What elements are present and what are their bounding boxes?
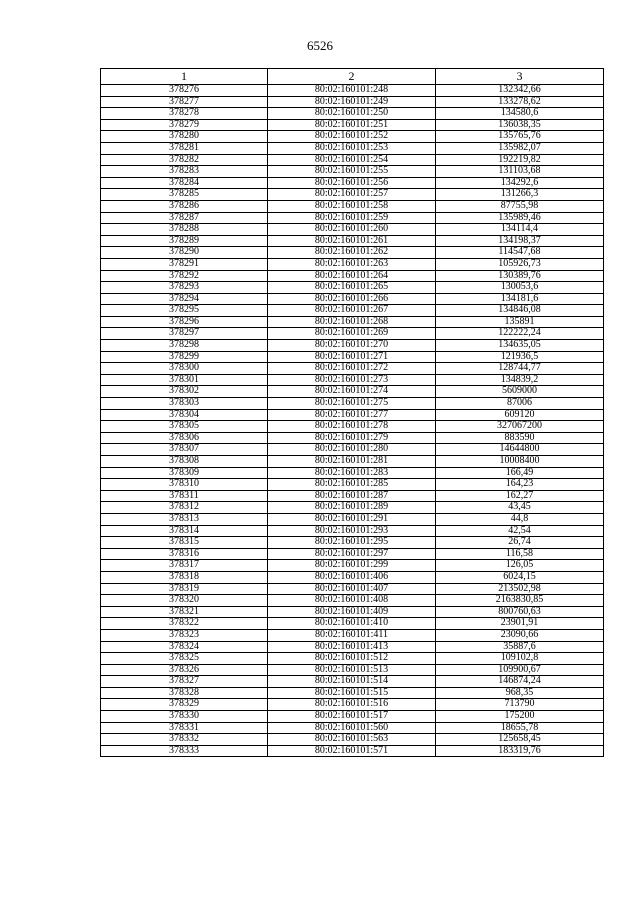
table-cell-col3: 132342,66 xyxy=(436,85,604,97)
table-body xyxy=(101,85,604,757)
table-cell-col3: 109900,67 xyxy=(436,664,604,676)
table-cell-col1: 378286 xyxy=(101,200,268,212)
table-cell-col2: 80:02:160101:255 xyxy=(268,166,436,178)
table-cell-col3: 883590 xyxy=(436,432,604,444)
table-cell-col3: 135989,46 xyxy=(436,212,604,224)
table-cell-col2: 80:02:160101:293 xyxy=(268,525,436,537)
table-row xyxy=(101,166,604,178)
table-cell-col1: 378288 xyxy=(101,224,268,236)
table-row xyxy=(101,699,604,711)
table-row xyxy=(101,398,604,410)
table-cell-col2: 80:02:160101:297 xyxy=(268,548,436,560)
table-row xyxy=(101,177,604,189)
table-row xyxy=(101,676,604,688)
table-cell-col3: 134580,6 xyxy=(436,108,604,120)
table-cell-col2: 80:02:160101:261 xyxy=(268,235,436,247)
table-cell-col2: 80:02:160101:513 xyxy=(268,664,436,676)
table-cell-col3: 213502,98 xyxy=(436,583,604,595)
table-row xyxy=(101,711,604,723)
table-cell-col1: 378323 xyxy=(101,629,268,641)
table-row xyxy=(101,664,604,676)
table-row xyxy=(101,467,604,479)
table-cell-col2: 80:02:160101:269 xyxy=(268,328,436,340)
table-row xyxy=(101,85,604,97)
table-row xyxy=(101,583,604,595)
table-cell-col3: 133278,62 xyxy=(436,96,604,108)
table-cell-col3: 105926,73 xyxy=(436,258,604,270)
table-cell-col3: 135891 xyxy=(436,316,604,328)
table-cell-col1: 378279 xyxy=(101,119,268,131)
table-row xyxy=(101,537,604,549)
table-cell-col3: 87006 xyxy=(436,398,604,410)
table-cell-col1: 378327 xyxy=(101,676,268,688)
table-cell-col1: 378306 xyxy=(101,432,268,444)
table-cell-col3: 2163830,85 xyxy=(436,595,604,607)
table-cell-col2: 80:02:160101:273 xyxy=(268,374,436,386)
table-cell-col1: 378287 xyxy=(101,212,268,224)
table-row xyxy=(101,363,604,375)
table-cell-col3: 42,54 xyxy=(436,525,604,537)
table-row xyxy=(101,745,604,757)
table-row xyxy=(101,432,604,444)
table-row xyxy=(101,235,604,247)
table-cell-col1: 378314 xyxy=(101,525,268,537)
table-cell-col2: 80:02:160101:295 xyxy=(268,537,436,549)
table-cell-col2: 80:02:160101:260 xyxy=(268,224,436,236)
table-cell-col1: 378295 xyxy=(101,305,268,317)
table-row xyxy=(101,525,604,537)
table-cell-col1: 378280 xyxy=(101,131,268,143)
table-cell-col2: 80:02:160101:411 xyxy=(268,629,436,641)
table-cell-col1: 378298 xyxy=(101,340,268,352)
table-cell-col3: 121936,5 xyxy=(436,351,604,363)
table-row xyxy=(101,351,604,363)
table-cell-col3: 6024,15 xyxy=(436,571,604,583)
table-cell-col3: 134292,6 xyxy=(436,177,604,189)
table-row xyxy=(101,571,604,583)
table-cell-col3: 609120 xyxy=(436,409,604,421)
column-header-1: 1 xyxy=(101,69,268,85)
table-cell-col1: 378285 xyxy=(101,189,268,201)
table-cell-col1: 378293 xyxy=(101,282,268,294)
table-cell-col2: 80:02:160101:274 xyxy=(268,386,436,398)
table-cell-col2: 80:02:160101:407 xyxy=(268,583,436,595)
table-row xyxy=(101,618,604,630)
table-cell-col1: 378301 xyxy=(101,374,268,386)
table-cell-col2: 80:02:160101:409 xyxy=(268,606,436,618)
table-cell-col3: 128744,77 xyxy=(436,363,604,375)
table-row xyxy=(101,595,604,607)
table-row xyxy=(101,96,604,108)
table-cell-col1: 378277 xyxy=(101,96,268,108)
table-cell-col1: 378321 xyxy=(101,606,268,618)
table-cell-col3: 146874,24 xyxy=(436,676,604,688)
table-cell-col3: 134114,4 xyxy=(436,224,604,236)
table-cell-col2: 80:02:160101:287 xyxy=(268,490,436,502)
table-cell-col1: 378291 xyxy=(101,258,268,270)
table-row xyxy=(101,154,604,166)
table-row xyxy=(101,189,604,201)
table-cell-col2: 80:02:160101:262 xyxy=(268,247,436,259)
table-cell-col2: 80:02:160101:278 xyxy=(268,421,436,433)
table-cell-col3: 23090,66 xyxy=(436,629,604,641)
table-cell-col2: 80:02:160101:248 xyxy=(268,85,436,97)
table-cell-col3: 175200 xyxy=(436,711,604,723)
table-row xyxy=(101,513,604,525)
table-cell-col1: 378315 xyxy=(101,537,268,549)
table-row xyxy=(101,502,604,514)
table-cell-col2: 80:02:160101:277 xyxy=(268,409,436,421)
table-row xyxy=(101,444,604,456)
table-cell-col1: 378282 xyxy=(101,154,268,166)
table-cell-col2: 80:02:160101:253 xyxy=(268,142,436,154)
table-cell-col1: 378332 xyxy=(101,734,268,746)
table-row xyxy=(101,131,604,143)
table-cell-col3: 26,74 xyxy=(436,537,604,549)
table-row xyxy=(101,258,604,270)
table-cell-col1: 378312 xyxy=(101,502,268,514)
table-row xyxy=(101,293,604,305)
table-cell-col1: 378303 xyxy=(101,398,268,410)
table-cell-col2: 80:02:160101:285 xyxy=(268,479,436,491)
table-cell-col3: 134846,08 xyxy=(436,305,604,317)
table-cell-col2: 80:02:160101:249 xyxy=(268,96,436,108)
table-cell-col3: 135982,07 xyxy=(436,142,604,154)
table-row xyxy=(101,247,604,259)
table-row xyxy=(101,687,604,699)
table-row xyxy=(101,270,604,282)
table-cell-col3: 135765,76 xyxy=(436,131,604,143)
table-cell-col3: 800760,63 xyxy=(436,606,604,618)
table-cell-col1: 378329 xyxy=(101,699,268,711)
table-cell-col2: 80:02:160101:406 xyxy=(268,571,436,583)
table-cell-col1: 378296 xyxy=(101,316,268,328)
table-cell-col2: 80:02:160101:571 xyxy=(268,745,436,757)
table-cell-col2: 80:02:160101:259 xyxy=(268,212,436,224)
table-cell-col2: 80:02:160101:264 xyxy=(268,270,436,282)
table-row xyxy=(101,456,604,468)
data-table xyxy=(100,68,604,757)
table-row xyxy=(101,606,604,618)
table-cell-col3: 14644800 xyxy=(436,444,604,456)
table-cell-col3: 10008400 xyxy=(436,456,604,468)
table-cell-col3: 713790 xyxy=(436,699,604,711)
table-cell-col3: 23901,91 xyxy=(436,618,604,630)
table-cell-col2: 80:02:160101:408 xyxy=(268,595,436,607)
table-cell-col3: 134635,05 xyxy=(436,340,604,352)
table-cell-col1: 378333 xyxy=(101,745,268,757)
table-cell-col1: 378328 xyxy=(101,687,268,699)
table-cell-col1: 378281 xyxy=(101,142,268,154)
table-cell-col3: 130053,6 xyxy=(436,282,604,294)
table-cell-col1: 378289 xyxy=(101,235,268,247)
table-row xyxy=(101,409,604,421)
table-cell-col1: 378322 xyxy=(101,618,268,630)
table-cell-col3: 166,49 xyxy=(436,467,604,479)
table-row xyxy=(101,479,604,491)
table-row xyxy=(101,734,604,746)
table-row xyxy=(101,374,604,386)
table-cell-col1: 378316 xyxy=(101,548,268,560)
table-cell-col3: 131103,68 xyxy=(436,166,604,178)
table-cell-col2: 80:02:160101:563 xyxy=(268,734,436,746)
table-cell-col2: 80:02:160101:515 xyxy=(268,687,436,699)
table-cell-col2: 80:02:160101:266 xyxy=(268,293,436,305)
table-cell-col1: 378276 xyxy=(101,85,268,97)
table-cell-col3: 327067200 xyxy=(436,421,604,433)
table-cell-col1: 378320 xyxy=(101,595,268,607)
column-header-2: 2 xyxy=(268,69,436,85)
table-cell-col2: 80:02:160101:271 xyxy=(268,351,436,363)
table-cell-col3: 136038,35 xyxy=(436,119,604,131)
table-cell-col3: 134198,37 xyxy=(436,235,604,247)
table-cell-col2: 80:02:160101:289 xyxy=(268,502,436,514)
table-cell-col1: 378294 xyxy=(101,293,268,305)
table-row xyxy=(101,200,604,212)
table-cell-col1: 378302 xyxy=(101,386,268,398)
table-cell-col2: 80:02:160101:267 xyxy=(268,305,436,317)
table-cell-col1: 378330 xyxy=(101,711,268,723)
table-row xyxy=(101,316,604,328)
table-row xyxy=(101,386,604,398)
table-cell-col1: 378307 xyxy=(101,444,268,456)
table-cell-col2: 80:02:160101:512 xyxy=(268,653,436,665)
table-cell-col3: 18655,78 xyxy=(436,722,604,734)
table-cell-col1: 378310 xyxy=(101,479,268,491)
table-cell-col1: 378319 xyxy=(101,583,268,595)
table-cell-col3: 5609000 xyxy=(436,386,604,398)
table-row xyxy=(101,119,604,131)
table-cell-col3: 192219,82 xyxy=(436,154,604,166)
table-cell-col3: 126,05 xyxy=(436,560,604,572)
table-cell-col3: 116,58 xyxy=(436,548,604,560)
table-cell-col2: 80:02:160101:410 xyxy=(268,618,436,630)
table-cell-col1: 378292 xyxy=(101,270,268,282)
table-cell-col2: 80:02:160101:413 xyxy=(268,641,436,653)
table-cell-col2: 80:02:160101:299 xyxy=(268,560,436,572)
table-cell-col2: 80:02:160101:251 xyxy=(268,119,436,131)
table-cell-col2: 80:02:160101:258 xyxy=(268,200,436,212)
table-cell-col1: 378278 xyxy=(101,108,268,120)
table-cell-col1: 378317 xyxy=(101,560,268,572)
table-cell-col1: 378309 xyxy=(101,467,268,479)
table-row xyxy=(101,653,604,665)
table-cell-col1: 378283 xyxy=(101,166,268,178)
table-cell-col2: 80:02:160101:265 xyxy=(268,282,436,294)
table-cell-col1: 378299 xyxy=(101,351,268,363)
table-cell-col1: 378305 xyxy=(101,421,268,433)
table-cell-col2: 80:02:160101:272 xyxy=(268,363,436,375)
table-row xyxy=(101,282,604,294)
table-cell-col1: 378325 xyxy=(101,653,268,665)
table-cell-col1: 378300 xyxy=(101,363,268,375)
table-cell-col3: 183319,76 xyxy=(436,745,604,757)
table-cell-col2: 80:02:160101:250 xyxy=(268,108,436,120)
table-cell-col3: 87755,98 xyxy=(436,200,604,212)
table-cell-col3: 131266,3 xyxy=(436,189,604,201)
table-row xyxy=(101,421,604,433)
table-row xyxy=(101,629,604,641)
table-row xyxy=(101,328,604,340)
table-row xyxy=(101,142,604,154)
table-cell-col1: 378290 xyxy=(101,247,268,259)
table-cell-col3: 164,23 xyxy=(436,479,604,491)
table-cell-col1: 378304 xyxy=(101,409,268,421)
table-cell-col1: 378311 xyxy=(101,490,268,502)
table-cell-col2: 80:02:160101:257 xyxy=(268,189,436,201)
table-cell-col2: 80:02:160101:281 xyxy=(268,456,436,468)
table-cell-col3: 122222,24 xyxy=(436,328,604,340)
table-row xyxy=(101,224,604,236)
table-row xyxy=(101,305,604,317)
table-row xyxy=(101,641,604,653)
table-cell-col3: 162,27 xyxy=(436,490,604,502)
page-number: 6526 xyxy=(307,38,333,53)
table-cell-col2: 80:02:160101:291 xyxy=(268,513,436,525)
table-cell-col3: 134181,6 xyxy=(436,293,604,305)
table-header-row xyxy=(101,69,604,85)
table-cell-col2: 80:02:160101:283 xyxy=(268,467,436,479)
table-cell-col1: 378326 xyxy=(101,664,268,676)
table-cell-col2: 80:02:160101:514 xyxy=(268,676,436,688)
table-cell-col2: 80:02:160101:280 xyxy=(268,444,436,456)
table-cell-col3: 125658,45 xyxy=(436,734,604,746)
column-header-3: 3 xyxy=(436,69,604,85)
table-cell-col3: 968,35 xyxy=(436,687,604,699)
table-cell-col1: 378284 xyxy=(101,177,268,189)
table-row xyxy=(101,490,604,502)
table-cell-col2: 80:02:160101:275 xyxy=(268,398,436,410)
table-cell-col2: 80:02:160101:270 xyxy=(268,340,436,352)
table-cell-col2: 80:02:160101:256 xyxy=(268,177,436,189)
table-row xyxy=(101,548,604,560)
table-cell-col1: 378308 xyxy=(101,456,268,468)
table-row xyxy=(101,722,604,734)
table-cell-col3: 134839,2 xyxy=(436,374,604,386)
table-cell-col2: 80:02:160101:263 xyxy=(268,258,436,270)
table-cell-col2: 80:02:160101:252 xyxy=(268,131,436,143)
table-cell-col1: 378331 xyxy=(101,722,268,734)
table-cell-col2: 80:02:160101:517 xyxy=(268,711,436,723)
table-cell-col2: 80:02:160101:516 xyxy=(268,699,436,711)
table-row xyxy=(101,212,604,224)
table-cell-col2: 80:02:160101:560 xyxy=(268,722,436,734)
table-cell-col3: 130389,76 xyxy=(436,270,604,282)
table-cell-col3: 44,8 xyxy=(436,513,604,525)
table-cell-col1: 378324 xyxy=(101,641,268,653)
table-cell-col3: 114547,68 xyxy=(436,247,604,259)
table-cell-col2: 80:02:160101:268 xyxy=(268,316,436,328)
table-cell-col2: 80:02:160101:254 xyxy=(268,154,436,166)
table-cell-col3: 109102,8 xyxy=(436,653,604,665)
table-cell-col1: 378297 xyxy=(101,328,268,340)
table-cell-col1: 378318 xyxy=(101,571,268,583)
table-cell-col3: 35887,6 xyxy=(436,641,604,653)
table-row xyxy=(101,340,604,352)
table-cell-col1: 378313 xyxy=(101,513,268,525)
table-row xyxy=(101,108,604,120)
table-cell-col3: 43,45 xyxy=(436,502,604,514)
table-row xyxy=(101,560,604,572)
table-cell-col2: 80:02:160101:279 xyxy=(268,432,436,444)
